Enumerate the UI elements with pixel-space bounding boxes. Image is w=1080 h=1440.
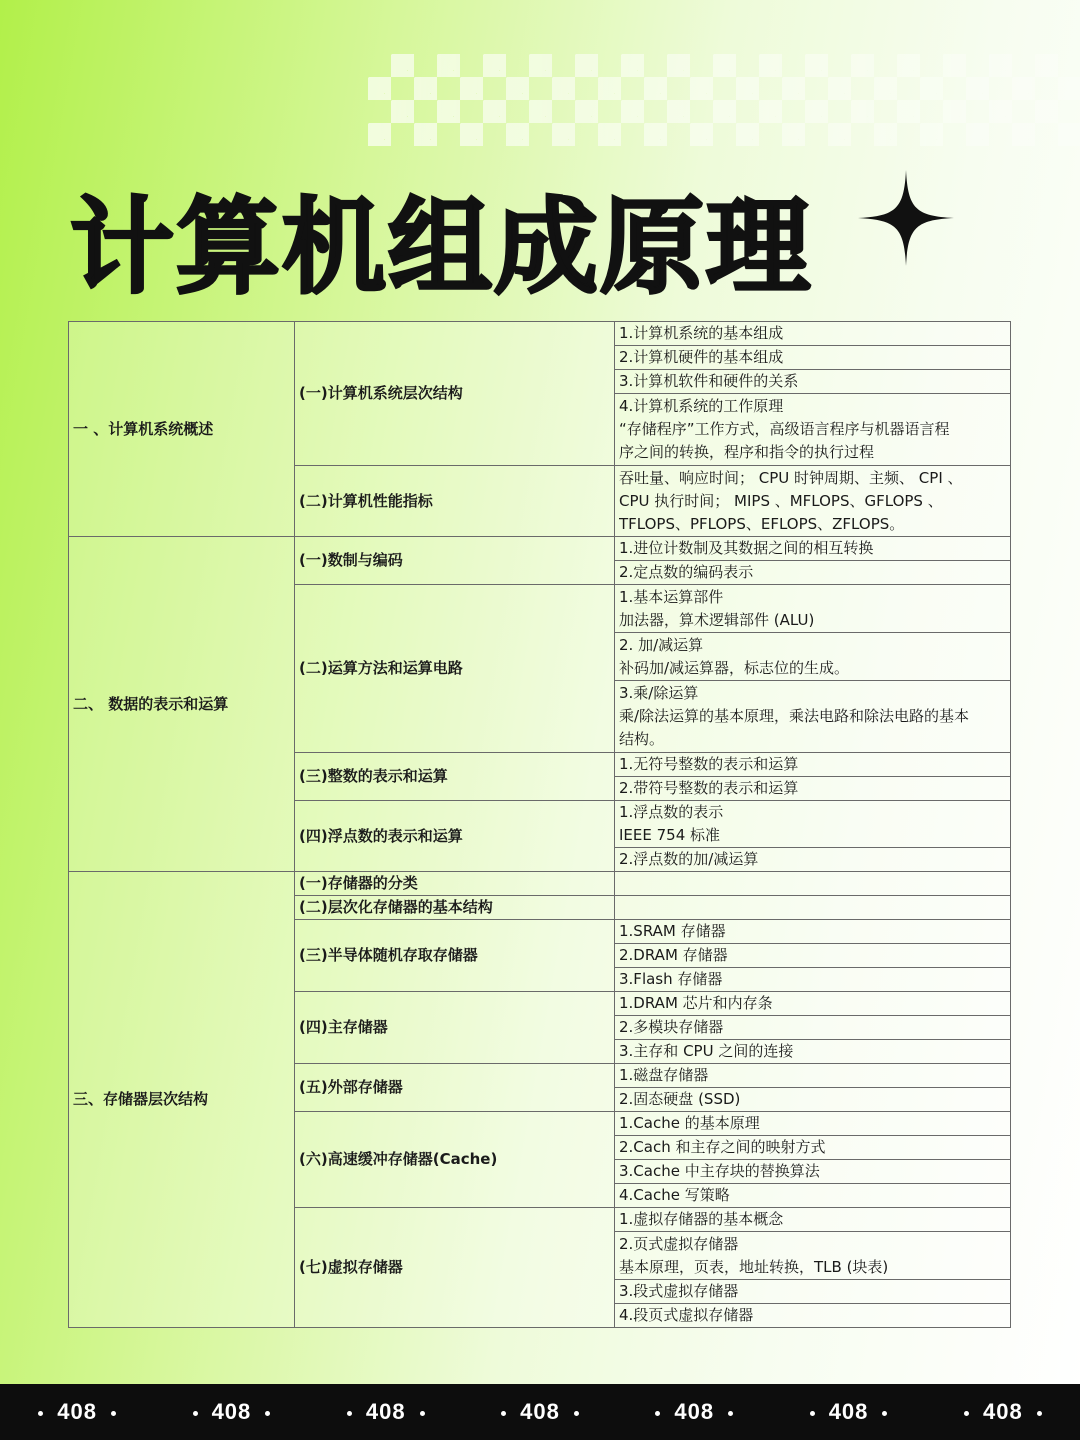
dot-icon xyxy=(347,1411,352,1416)
topic-line: 1.虚拟存储器的基本概念 xyxy=(619,1210,784,1229)
dot-icon xyxy=(655,1411,660,1416)
section-cell: (六)高速缓冲存储器(Cache) xyxy=(295,1112,615,1208)
topic-line: TFLOPS、PFLOPS、EFLOPS、ZFLOPS。 xyxy=(619,514,905,533)
topic-line: 2.带符号整数的表示和运算 xyxy=(619,778,799,797)
topic-cell xyxy=(615,1112,1011,1136)
topic-line: 基本原理，页表，地址转换，TLB (块表) xyxy=(619,1257,889,1276)
topic-line: 4.段页式虚拟存储器 xyxy=(619,1306,754,1325)
topic-cell xyxy=(615,370,1011,394)
topic-line: 2.Cach 和主存之间的映射方式 xyxy=(619,1138,826,1157)
section-cell: (一)数制与编码 xyxy=(295,537,615,585)
topic-cell xyxy=(615,944,1011,968)
footer-mark xyxy=(950,1399,1056,1425)
checkerboard-pattern xyxy=(368,54,1080,146)
section-cell: (四)主存储器 xyxy=(295,992,615,1064)
syllabus-table xyxy=(68,321,1011,1328)
topic-line: 1.计算机系统的基本组成 xyxy=(619,324,784,342)
dot-icon xyxy=(964,1411,969,1416)
topic-line: 序之间的转换，程序和指令的执行过程 xyxy=(619,442,875,461)
topic-cell xyxy=(615,896,1011,920)
topic-line: 1.浮点数的表示 xyxy=(619,803,724,822)
topic-line: 2.多模块存储器 xyxy=(619,1018,724,1037)
footer-mark xyxy=(333,1399,439,1425)
topic-line: 2.定点数的编码表示 xyxy=(619,563,754,582)
topic-cell xyxy=(615,872,1011,896)
topic-cell xyxy=(615,848,1011,872)
topic-line: 1.基本运算部件 xyxy=(619,587,724,606)
dot-icon xyxy=(420,1411,425,1416)
four-point-sparkle-icon xyxy=(858,170,954,266)
dot-icon xyxy=(882,1411,887,1416)
footer-mark xyxy=(179,1399,285,1425)
chapter-cell: 三、存储器层次结构 xyxy=(69,872,295,1328)
section-cell: (一)计算机系统层次结构 xyxy=(295,322,615,466)
dot-icon xyxy=(574,1411,579,1416)
topic-cell xyxy=(615,968,1011,992)
topic-cell xyxy=(615,465,1011,537)
topic-line: 3.乘/除运算 xyxy=(619,683,699,702)
topic-line: 3.计算机软件和硬件的关系 xyxy=(619,372,799,390)
section-cell: (五)外部存储器 xyxy=(295,1064,615,1112)
footer-mark-label: 408 xyxy=(365,1399,406,1424)
topic-cell xyxy=(615,992,1011,1016)
footer-mark xyxy=(487,1399,593,1425)
footer-mark xyxy=(641,1399,747,1425)
topic-cell xyxy=(615,1016,1011,1040)
topic-line: 结构。 xyxy=(619,729,665,748)
topic-cell xyxy=(615,800,1011,848)
topic-cell xyxy=(615,1280,1011,1304)
topic-cell xyxy=(615,346,1011,370)
dot-icon xyxy=(810,1411,815,1416)
dot-icon xyxy=(193,1411,198,1416)
topic-cell xyxy=(615,776,1011,800)
page-title: 计算机组成原理 xyxy=(70,186,813,308)
section-cell: (二)计算机性能指标 xyxy=(295,465,615,537)
table-row xyxy=(69,322,1011,346)
section-cell: (四)浮点数的表示和运算 xyxy=(295,800,615,872)
topic-line: 1.Cache 的基本原理 xyxy=(619,1114,760,1133)
topic-line: 乘/除法运算的基本原理，乘法电路和除法电路的基本 xyxy=(619,706,970,725)
footer-mark xyxy=(796,1399,902,1425)
dot-icon xyxy=(38,1411,43,1416)
section-cell: (三)半导体随机存取存储器 xyxy=(295,920,615,992)
topic-line: 2.固态硬盘 (SSD) xyxy=(619,1090,741,1109)
topic-cell xyxy=(615,752,1011,776)
footer-bar xyxy=(0,1384,1080,1440)
topic-cell xyxy=(615,1232,1011,1280)
topic-line: 1.SRAM 存储器 xyxy=(619,922,726,941)
topic-cell xyxy=(615,585,1011,633)
dot-icon xyxy=(265,1411,270,1416)
topic-line: “存储程序”工作方式，高级语言程序与机器语言程 xyxy=(619,419,950,438)
chapter-cell: 二、 数据的表示和运算 xyxy=(69,537,295,872)
section-cell: (七)虚拟存储器 xyxy=(295,1208,615,1328)
topic-cell xyxy=(615,1088,1011,1112)
table-row xyxy=(69,872,1011,896)
topic-line: 3.Flash 存储器 xyxy=(619,970,723,989)
topic-cell xyxy=(615,1064,1011,1088)
topic-line: 2.页式虚拟存储器 xyxy=(619,1234,739,1253)
topic-cell xyxy=(615,394,1011,466)
topic-cell xyxy=(615,1184,1011,1208)
topic-cell xyxy=(615,561,1011,585)
dot-icon xyxy=(1037,1411,1042,1416)
footer-mark-label: 408 xyxy=(57,1399,97,1424)
topic-line: 加法器，算术逻辑部件 (ALU) xyxy=(619,610,815,629)
topic-cell xyxy=(615,1040,1011,1064)
footer-mark-label: 408 xyxy=(828,1399,869,1424)
dot-icon xyxy=(728,1411,733,1416)
section-cell: (三)整数的表示和运算 xyxy=(295,752,615,800)
topic-line: 4.计算机系统的工作原理 xyxy=(619,396,784,415)
footer-mark xyxy=(24,1399,130,1425)
footer-mark-label: 408 xyxy=(520,1399,560,1424)
topic-line: CPU 执行时间； MIPS 、MFLOPS、GFLOPS 、 xyxy=(619,491,943,510)
topic-cell xyxy=(615,633,1011,681)
topic-cell xyxy=(615,920,1011,944)
section-cell: (一)存储器的分类 xyxy=(295,872,615,896)
topic-line: 4.Cache 写策略 xyxy=(619,1186,730,1205)
footer-mark-label: 408 xyxy=(982,1399,1023,1424)
topic-line: 吞吐量、响应时间； CPU 时钟周期、主频、 CPI 、 xyxy=(619,468,963,487)
section-cell: (二)运算方法和运算电路 xyxy=(295,585,615,752)
topic-line: 2.DRAM 存储器 xyxy=(619,946,728,965)
topic-line: 3.Cache 中主存块的替换算法 xyxy=(619,1162,820,1181)
chapter-cell: 一 、计算机系统概述 xyxy=(69,322,295,537)
topic-cell xyxy=(615,1208,1011,1232)
topic-line: 2.浮点数的加/减运算 xyxy=(619,850,759,869)
topic-line: 1.磁盘存储器 xyxy=(619,1066,709,1085)
table-row xyxy=(69,537,1011,561)
topic-cell xyxy=(615,1160,1011,1184)
footer-mark-label: 408 xyxy=(211,1399,252,1424)
dot-icon xyxy=(111,1411,116,1416)
topic-line: IEEE 754 标准 xyxy=(619,826,721,845)
topic-cell xyxy=(615,322,1011,346)
topic-line: 1.DRAM 芯片和内存条 xyxy=(619,994,773,1013)
topic-cell xyxy=(615,537,1011,561)
footer-mark-label: 408 xyxy=(674,1399,715,1424)
topic-line: 3.段式虚拟存储器 xyxy=(619,1282,739,1301)
topic-line: 3.主存和 CPU 之间的连接 xyxy=(619,1042,794,1061)
topic-line: 1.无符号整数的表示和运算 xyxy=(619,754,799,773)
dot-icon xyxy=(501,1411,506,1416)
topic-line: 1.进位计数制及其数据之间的相互转换 xyxy=(619,539,874,558)
topic-line: 补码加/减运算器，标志位的生成。 xyxy=(619,658,850,677)
topic-cell xyxy=(615,1304,1011,1328)
topic-cell xyxy=(615,1136,1011,1160)
section-cell: (二)层次化存储器的基本结构 xyxy=(295,896,615,920)
topic-line: 2. 加/减运算 xyxy=(619,635,704,654)
topic-line: 2.计算机硬件的基本组成 xyxy=(619,348,784,366)
topic-cell xyxy=(615,680,1011,752)
